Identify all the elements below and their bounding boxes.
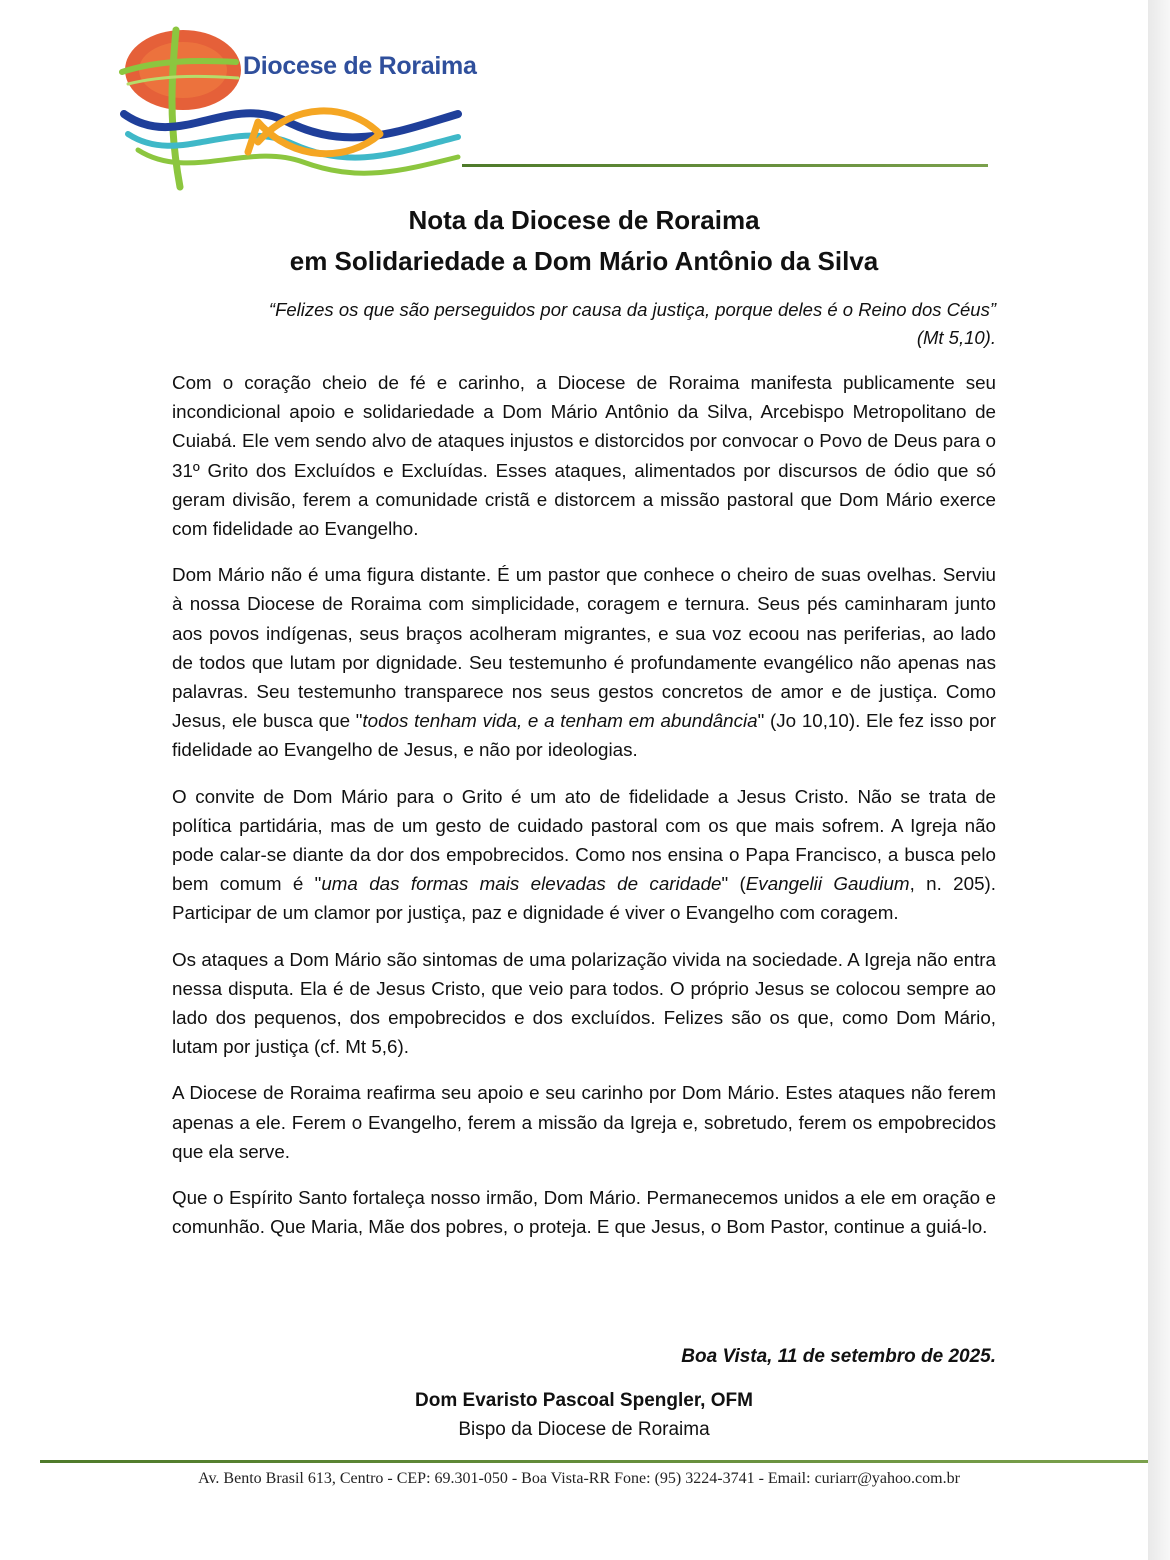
signature-block	[300, 1386, 868, 1444]
footer-divider	[40, 1460, 1150, 1463]
paragraph-3-quote: uma das formas mais elevadas de caridade	[321, 873, 722, 895]
paragraph-5: A Diocese de Roraima reafirma seu apoio e seu carinho por Dom Mário. Estes ataques não ferem apenas a ele. Ferem o Evangelho, ferem a missão da Igreja e, sobretudo, ferem os empobrecidos que ela serve.	[172, 1082, 996, 1162]
place-and-date: Boa Vista, 11 de setembro de 2025.	[681, 1346, 996, 1367]
epigraph-reference: (Mt 5,10).	[916, 327, 996, 348]
paragraph-2-text-a: Dom Mário não é uma figura distante. É um pastor que conhece o cheiro de suas ovelhas. Serviu à nossa Diocese de Roraima com simplicidade, coragem e ternura. Seus pés caminharam junto aos povos indígenas, seus braços acolheram migrantes, e sua voz ecoou nas periferias, ao lado de todos que lutam por dignidade. Seu testemunho é profundamente evangélico não apenas nas palavras. Seu testemunho transparece nos seus gestos concretos de amor e de justiça. Como Jesus, ele busca que "	[172, 564, 996, 732]
footer-address: Av. Bento Brasil 613, Centro - CEP: 69.301-050 - Boa Vista-RR Fone: (95) 3224-3741 - Email: curiarr@yahoo.com.br	[198, 1470, 960, 1487]
paragraph-3	[172, 782, 996, 928]
diocese-logo	[118, 22, 477, 197]
paragraph-3-work: Evangelii Gaudium	[745, 873, 910, 895]
paragraph-3-text-b: " (	[721, 873, 746, 895]
paragraph-1: Com o coração cheio de fé e carinho, a Diocese de Roraima manifesta publicamente seu incondicional apoio e solidariedade a Dom Mário Antônio da Silva, Arcebispo Metropolitano de Cuiabá. Ele vem sendo alvo de ataques injustos e distorcidos por convocar o Povo de Deus para o 31º Grito dos Excluídos e Excluídas. Esses ataques, alimentados por discursos de ódio que só geram divisão, ferem a comunidade cristã e distorcem a missão pastoral que Dom Mário exerce com fidelidade ao Evangelho.	[172, 372, 996, 540]
paragraph-2	[172, 560, 996, 764]
logo-text: Diocese de Roraima	[243, 52, 477, 80]
logo-graphic	[118, 22, 468, 197]
document-body	[172, 368, 996, 1258]
paragraph-2-text-b: " (Jo 10,10). Ele fez isso por fidelidade ao Evangelho de Jesus, e não por ideologias.	[172, 710, 996, 761]
signer-role: Bispo da Diocese de Roraima	[458, 1419, 710, 1440]
paragraph-3-text-c: , n. 205). Participar de um clamor por justiça, paz e dignidade é viver o Evangelho com coragem.	[172, 873, 996, 924]
signer-name: Dom Evaristo Pascoal Spengler, OFM	[415, 1390, 753, 1411]
title-line-1: Nota da Diocese de Roraima	[408, 205, 760, 235]
page-edge	[1148, 0, 1170, 1560]
paragraph-4: Os ataques a Dom Mário são sintomas de uma polarização vivida na sociedade. A Igreja não entra nessa disputa. Ela é de Jesus Cristo, que veio para todos. O próprio Jesus se colocou sempre ao lado dos pequenos, dos empobrecidos e dos excluídos. Felizes são os que, como Dom Mário, lutam por justiça (cf. Mt 5,6).	[172, 948, 996, 1058]
epigraph-quote: “Felizes os que são perseguidos por causa da justiça, porque deles é o Reino dos Céus”	[268, 299, 996, 320]
epigraph	[172, 296, 996, 352]
document-title	[150, 200, 1018, 282]
header-divider	[462, 164, 988, 167]
paragraph-6: Que o Espírito Santo fortaleça nosso irmão, Dom Mário. Permanecemos unidos a ele em oração e comunhão. Que Maria, Mãe dos pobres, o proteja. E que Jesus, o Bom Pastor, continue a guiá-lo.	[172, 1187, 996, 1238]
paragraph-2-quote: todos tenham vida, e a tenham em abundância	[362, 710, 758, 732]
title-line-2: em Solidariedade a Dom Mário Antônio da Silva	[289, 246, 879, 276]
paragraph-3-text-a: O convite de Dom Mário para o Grito é um ato de fidelidade a Jesus Cristo. Não se trata de política partidária, mas de um gesto de cuidado pastoral com os que mais sofrem. A Igreja não pode calar-se diante da dor dos empobrecidos. Como nos ensina o Papa Francisco, a busca pelo bem comum é "	[172, 785, 996, 895]
